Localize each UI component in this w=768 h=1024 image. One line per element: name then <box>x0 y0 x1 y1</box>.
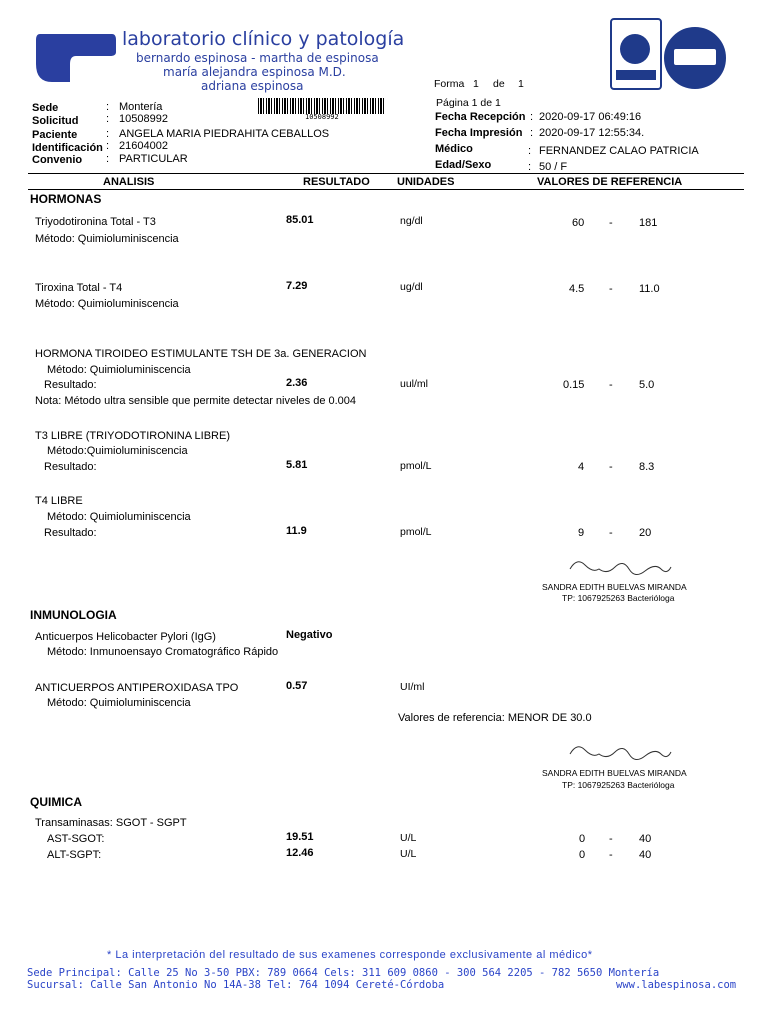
ref-dash: - <box>609 461 613 473</box>
sede-value: Montería <box>119 101 163 113</box>
test-name: Transaminasas: SGOT - SGPT <box>35 817 187 829</box>
test-unit: ug/dl <box>400 281 423 293</box>
test-name: Tiroxina Total - T4 <box>35 282 123 294</box>
test-name: Triyodotironina Total - T3 <box>35 216 156 228</box>
ref-max: 181 <box>639 217 658 229</box>
test-name: AST-SGOT: <box>47 833 105 845</box>
test-method: Método:Quimioluminiscencia <box>47 445 188 457</box>
test-method: Método: Quimioluminiscencia <box>35 233 179 245</box>
ref-min: 9 <box>578 527 585 539</box>
test-method: Método: Inmunoensayo Cromatográfico Rápido <box>47 646 279 658</box>
col-resultado: RESULTADO <box>303 176 370 188</box>
footer-address-branch: Sucursal: Calle San Antonio No 14A-38 Tel: 764 1094 Cereté-Córdoba <box>27 979 445 991</box>
test-method: Método: Quimioluminiscencia <box>35 298 179 310</box>
ref-max: 11.0 <box>639 283 660 295</box>
footer-address-main: Sede Principal: Calle 25 No 3-50 PBX: 789 0664 Cels: 311 609 0860 - 300 564 2205 - 782 5650 Montería <box>27 967 660 979</box>
test-reference: Valores de referencia: MENOR DE 30.0 <box>398 712 592 724</box>
test-value: 85.01 <box>286 214 314 226</box>
footer-website[interactable]: www.labespinosa.com <box>616 979 737 991</box>
test-name: Anticuerpos Helicobacter Pylori (IgG) <box>35 631 216 643</box>
ref-min: 4 <box>578 461 585 473</box>
colon: : <box>106 128 110 140</box>
forma-label: Forma <box>434 78 465 90</box>
ref-max: 5.0 <box>639 379 655 391</box>
colon: : <box>106 101 110 113</box>
section-quimica: QUIMICA <box>30 795 82 809</box>
test-value: 2.36 <box>286 377 308 389</box>
identificacion-label: Identificación <box>32 142 103 154</box>
pagina: Página 1 de 1 <box>436 97 501 109</box>
col-analisis: ANALISIS <box>103 176 155 188</box>
test-name: T3 LIBRE (TRIYODOTIRONINA LIBRE) <box>35 430 230 442</box>
colon: : <box>106 140 110 152</box>
colon: : <box>106 153 110 165</box>
ref-min: 0 <box>579 849 586 861</box>
paciente-value: ANGELA MARIA PIEDRAHITA CEBALLOS <box>119 128 330 140</box>
lab-line2: maría alejandra espinosa M.D. <box>163 65 346 79</box>
result-label: Resultado: <box>44 379 97 391</box>
test-value: 11.9 <box>286 525 307 537</box>
ref-dash: - <box>609 833 613 845</box>
col-valores: VALORES DE REFERENCIA <box>537 176 683 188</box>
fecha-impresion-label: Fecha Impresión <box>435 127 523 139</box>
test-unit: ng/dl <box>400 215 423 227</box>
lab-name: laboratorio clínico y patología <box>122 28 405 50</box>
test-value: 12.46 <box>286 847 314 859</box>
fecha-impresion-value: 2020-09-17 12:55:34. <box>539 127 645 139</box>
ref-min: 60 <box>572 217 585 229</box>
test-value: 5.81 <box>286 459 308 471</box>
edad-value: 50 / F <box>539 161 568 173</box>
fecha-recepcion-label: Fecha Recepción <box>435 111 526 123</box>
ref-dash: - <box>609 527 613 539</box>
ref-max: 40 <box>639 849 652 861</box>
test-name: ANTICUERPOS ANTIPEROXIDASA TPO <box>35 682 239 694</box>
lab-line3: adriana espinosa <box>201 79 304 93</box>
header-top-divider <box>28 173 744 174</box>
ref-min: 4.5 <box>569 283 585 295</box>
fecha-recepcion-value: 2020-09-17 06:49:16 <box>539 111 642 123</box>
lab-line1: bernardo espinosa - martha de espinosa <box>136 51 379 65</box>
colon: : <box>530 127 534 139</box>
header-bottom-divider <box>28 189 744 190</box>
ref-max: 40 <box>639 833 652 845</box>
sede-label: Sede <box>32 102 59 114</box>
test-name: ALT-SGPT: <box>47 849 102 861</box>
signature-name: SANDRA EDITH BUELVAS MIRANDA <box>542 582 687 592</box>
colon: : <box>528 145 532 157</box>
signature-scribble <box>565 555 675 581</box>
test-note: Nota: Método ultra sensible que permite detectar niveles de 0.004 <box>35 395 357 407</box>
solicitud-value: 10508992 <box>119 113 168 125</box>
test-unit: U/L <box>400 832 417 844</box>
ref-dash: - <box>609 849 613 861</box>
ref-dash: - <box>609 379 613 391</box>
barcode <box>258 98 386 114</box>
result-label: Resultado: <box>44 461 97 473</box>
ref-max: 8.3 <box>639 461 655 473</box>
ref-min: 0.15 <box>563 379 585 391</box>
colon: : <box>106 113 110 125</box>
de-label: de <box>493 78 505 90</box>
icontec-certificate-logo <box>610 18 662 90</box>
iqnet-certificate-logo <box>664 27 726 89</box>
identificacion-value: 21604002 <box>119 140 168 152</box>
signature-name: SANDRA EDITH BUELVAS MIRANDA <box>542 768 687 778</box>
ref-dash: - <box>609 283 613 295</box>
test-method: Método: Quimioluminiscencia <box>47 364 191 376</box>
ref-dash: - <box>609 217 613 229</box>
convenio-value: PARTICULAR <box>119 153 188 165</box>
test-method: Método: Quimioluminiscencia <box>47 697 191 709</box>
section-hormonas: HORMONAS <box>30 192 102 206</box>
colon: : <box>528 161 532 173</box>
test-unit: uul/ml <box>400 378 429 390</box>
test-unit: pmol/L <box>400 460 432 472</box>
test-unit: UI/ml <box>400 681 425 693</box>
paciente-label: Paciente <box>32 129 78 141</box>
col-unidades: UNIDADES <box>397 176 455 188</box>
forma-num: 1 <box>473 78 479 90</box>
test-value: 7.29 <box>286 280 308 292</box>
colon: : <box>530 111 534 123</box>
test-value: 0.57 <box>286 680 308 692</box>
test-value: Negativo <box>286 629 333 641</box>
convenio-label: Convenio <box>32 154 83 166</box>
result-label: Resultado: <box>44 527 97 539</box>
signature-scribble <box>565 740 675 766</box>
medico-value: FERNANDEZ CALAO PATRICIA <box>539 145 699 157</box>
medico-label: Médico <box>435 143 473 155</box>
section-inmunologia: INMUNOLOGIA <box>30 608 117 622</box>
de-num: 1 <box>518 78 524 90</box>
signature-tp: TP: 1067925263 Bacterióloga <box>562 780 675 790</box>
lab-logo <box>32 26 118 88</box>
barcode-number: 10508992 <box>305 113 339 121</box>
test-method: Método: Quimioluminiscencia <box>47 511 191 523</box>
test-name: T4 LIBRE <box>35 495 83 507</box>
test-unit: U/L <box>400 848 417 860</box>
edad-label: Edad/Sexo <box>435 159 492 171</box>
solicitud-label: Solicitud <box>32 115 79 127</box>
test-value: 19.51 <box>286 831 314 843</box>
test-unit: pmol/L <box>400 526 432 538</box>
footer-disclaimer: * La interpretación del resultado de sus examenes corresponde exclusivamente al médico* <box>107 949 593 961</box>
ref-max: 20 <box>639 527 652 539</box>
ref-min: 0 <box>579 833 586 845</box>
signature-tp: TP: 1067925263 Bacterióloga <box>562 593 675 603</box>
test-name: HORMONA TIROIDEO ESTIMULANTE TSH DE 3a. GENERACION <box>35 348 367 360</box>
